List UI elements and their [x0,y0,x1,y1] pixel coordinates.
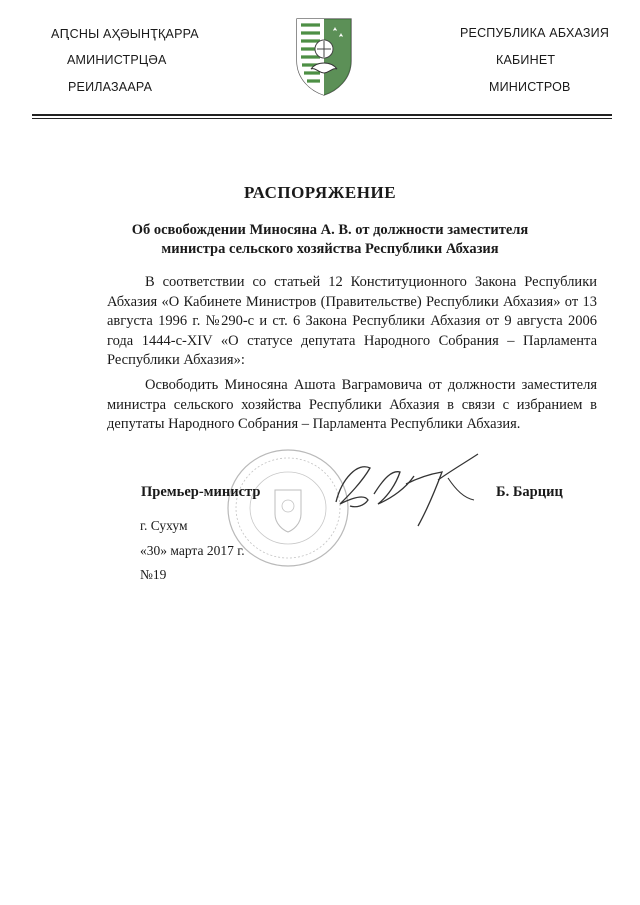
body-paragraph-1: В соответствии со статьей 12 Конституционного Закона Республики Абхазия «О Кабинете Министров (Правительстве) Республики Абхазия» от 13 августа 1996 г. №290-с и ст. 6 Закона Республики Абхазия от 9 августа 2006 года 1444-с-XIV «О статусе депутата Народного Собрания – Парламента Республики Абхазия»: [107,274,597,368]
header-rule-top [32,114,612,116]
handwritten-signature [318,448,498,536]
header-left-line2: АМИНИСТРЦӘА [67,53,167,67]
document-subject [110,221,550,259]
subject-line-1: Об освобождении Миносяна А. В. от должности заместителя [131,222,529,238]
coat-of-arms-icon [293,17,355,97]
document-title: РАСПОРЯЖЕНИЕ [243,183,397,202]
document-city: г. Сухум [140,518,188,533]
signatory-name: Б. Барциц [496,484,563,500]
header-rule-bottom [32,118,612,119]
document-number: №19 [140,567,167,582]
header-left-line1: АԤСНЫ АҲӘЫНҬҚАРРА [51,27,199,41]
subject-line-2: министра сельского хозяйства Республики Абхазия [161,241,499,257]
header-left-line3: РЕИЛАЗААРА [68,80,153,94]
signatory-position: Премьер-министр [141,484,261,500]
header-right-line2: КАБИНЕТ [496,53,556,67]
body-paragraph-2: Освободить Миносяна Ашота Ваграмовича от должности заместителя министра сельского хозяйства Республики Абхазия в связи с избранием в депутаты Народного Собрания – Парламента Республики Абхазия. [107,377,597,432]
header-right-line3: МИНИСТРОВ [489,80,571,94]
header-right-line1: РЕСПУБЛИКА АБХАЗИЯ [460,26,610,40]
document-date: «30» марта 2017 г. [140,543,245,558]
